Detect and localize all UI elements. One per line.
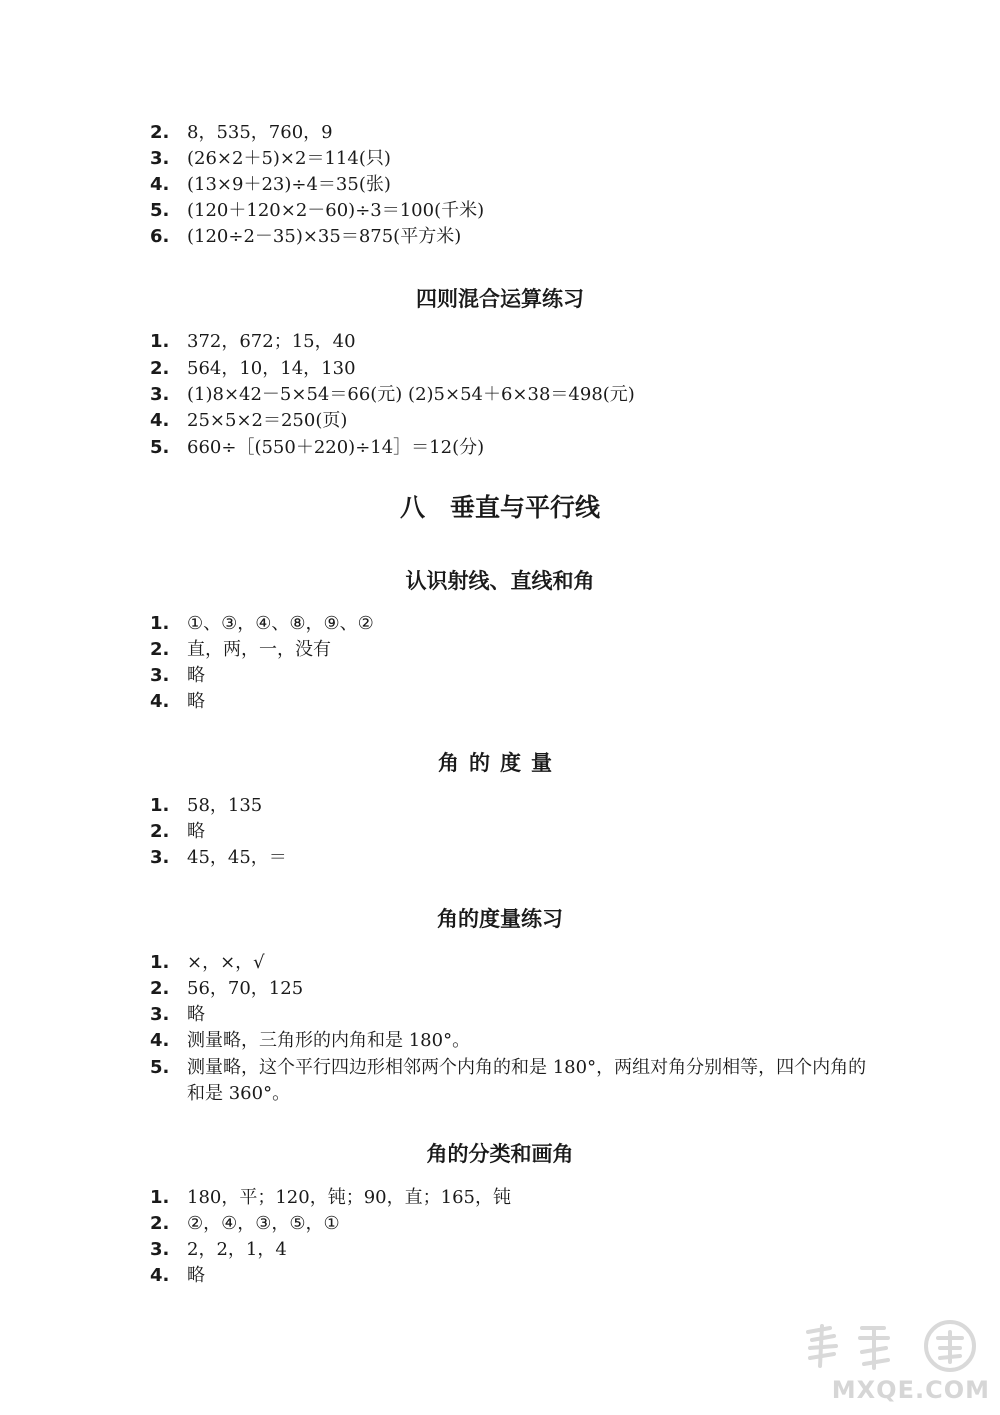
item-number: 5. — [150, 200, 170, 221]
item-number: 3. — [150, 384, 170, 405]
item-number: 3. — [150, 847, 170, 868]
list-item — [150, 356, 870, 382]
item-number: 2. — [150, 821, 170, 842]
list-item — [150, 976, 870, 1002]
watermark — [790, 1318, 990, 1408]
item-number: 2. — [150, 358, 170, 379]
section-title-rays-lines: 认识射线、直线和角 — [405, 569, 595, 593]
section-title-angle-measure-practice: 角的度量练习 — [437, 907, 563, 931]
list-item — [150, 224, 870, 250]
item-answer: 略 — [187, 1004, 205, 1025]
list-item — [150, 329, 870, 355]
item-number: 1. — [150, 795, 170, 816]
item-number: 2. — [150, 978, 170, 999]
item-answer: 372，672；15，40 — [187, 331, 356, 352]
item-number: 1. — [150, 1187, 170, 1208]
list-item — [150, 950, 870, 976]
section-title-mixed-operations: 四则混合运算练习 — [416, 287, 584, 311]
section-title-angle-classification: 角的分类和画角 — [426, 1142, 574, 1166]
item-answer: (13×9＋23)÷4＝35(张) — [187, 174, 391, 195]
watermark-text: MXQE.COM — [831, 1376, 990, 1404]
item-answer: ②，④，③，⑤，① — [187, 1213, 340, 1234]
item-answer: (26×2＋5)×2＝114(只) — [187, 148, 391, 169]
item-number: 4. — [150, 410, 170, 431]
list-item — [150, 663, 870, 689]
list-item — [150, 637, 870, 663]
item-answer: 45，45，＝ — [187, 847, 287, 868]
section-title-angle-measure: 角的度量 — [438, 751, 562, 775]
item-number: 2. — [150, 122, 170, 143]
item-number: 1. — [150, 952, 170, 973]
item-answer: 略 — [187, 1265, 205, 1286]
item-answer: 56，70，125 — [187, 978, 304, 999]
item-number: 4. — [150, 174, 170, 195]
list-item — [150, 408, 870, 434]
item-answer: 58，135 — [187, 795, 263, 816]
item-number: 6. — [150, 226, 170, 247]
item-answer: (1)8×42－5×54＝66(元) (2)5×54＋6×38＝498(元) — [187, 384, 635, 405]
item-answer: 略 — [187, 821, 205, 842]
chapter-title: 八 垂直与平行线 — [399, 493, 600, 522]
item-answer: 564，10，14，130 — [187, 358, 356, 379]
item-answer: 2，2，1，4 — [187, 1239, 287, 1260]
list-item — [150, 689, 870, 715]
item-number: 3. — [150, 1239, 170, 1260]
list-item — [150, 198, 870, 224]
item-answer: 8，535，760，9 — [187, 122, 333, 143]
list-item — [150, 146, 870, 172]
item-answer: ×，×，√ — [187, 952, 265, 973]
list-item — [150, 1028, 870, 1054]
item-answer: 25×5×2＝250(页) — [187, 410, 348, 431]
item-number: 2. — [150, 1213, 170, 1234]
list-item — [150, 1185, 870, 1211]
list-item — [150, 1055, 870, 1107]
list-item — [150, 819, 870, 845]
list-item — [150, 845, 870, 871]
item-number: 4. — [150, 1265, 170, 1286]
list-item — [150, 435, 870, 461]
item-number: 1. — [150, 331, 170, 352]
item-number: 3. — [150, 148, 170, 169]
list-item — [150, 172, 870, 198]
list-item — [150, 793, 870, 819]
item-number: 1. — [150, 613, 170, 634]
item-number: 2. — [150, 639, 170, 660]
item-answer: ①、③，④、⑧，⑨、② — [187, 613, 374, 634]
list-item — [150, 120, 870, 146]
list-item — [150, 1237, 870, 1263]
item-answer: 略 — [187, 691, 205, 712]
item-number: 3. — [150, 665, 170, 686]
list-item — [150, 1002, 870, 1028]
item-answer: (120÷2－35)×35＝875(平方米) — [187, 226, 462, 247]
item-answer: 660÷［(550＋220)÷14］＝12(分) — [187, 437, 485, 458]
item-number: 4. — [150, 691, 170, 712]
item-answer: 略 — [187, 665, 205, 686]
item-answer: 测量略，三角形的内角和是 180°。 — [187, 1030, 471, 1051]
watermark-logo-icon — [800, 1318, 990, 1374]
item-answer: (120＋120×2－60)÷3＝100(千米) — [187, 200, 485, 221]
item-answer: 直，两，一，没有 — [187, 639, 331, 660]
list-item — [150, 611, 870, 637]
item-answer: 测量略，这个平行四边形相邻两个内角的和是 180°，两组对角分别相等，四个内角的和是 360°。 — [187, 1057, 867, 1104]
list-item — [150, 1211, 870, 1237]
item-number: 3. — [150, 1004, 170, 1025]
list-item — [150, 1263, 870, 1289]
item-answer: 180，平；120，钝；90，直；165，钝 — [187, 1187, 511, 1208]
item-number: 4. — [150, 1030, 170, 1051]
item-number: 5. — [150, 437, 170, 458]
list-item — [150, 382, 870, 408]
item-number: 5. — [150, 1057, 170, 1078]
